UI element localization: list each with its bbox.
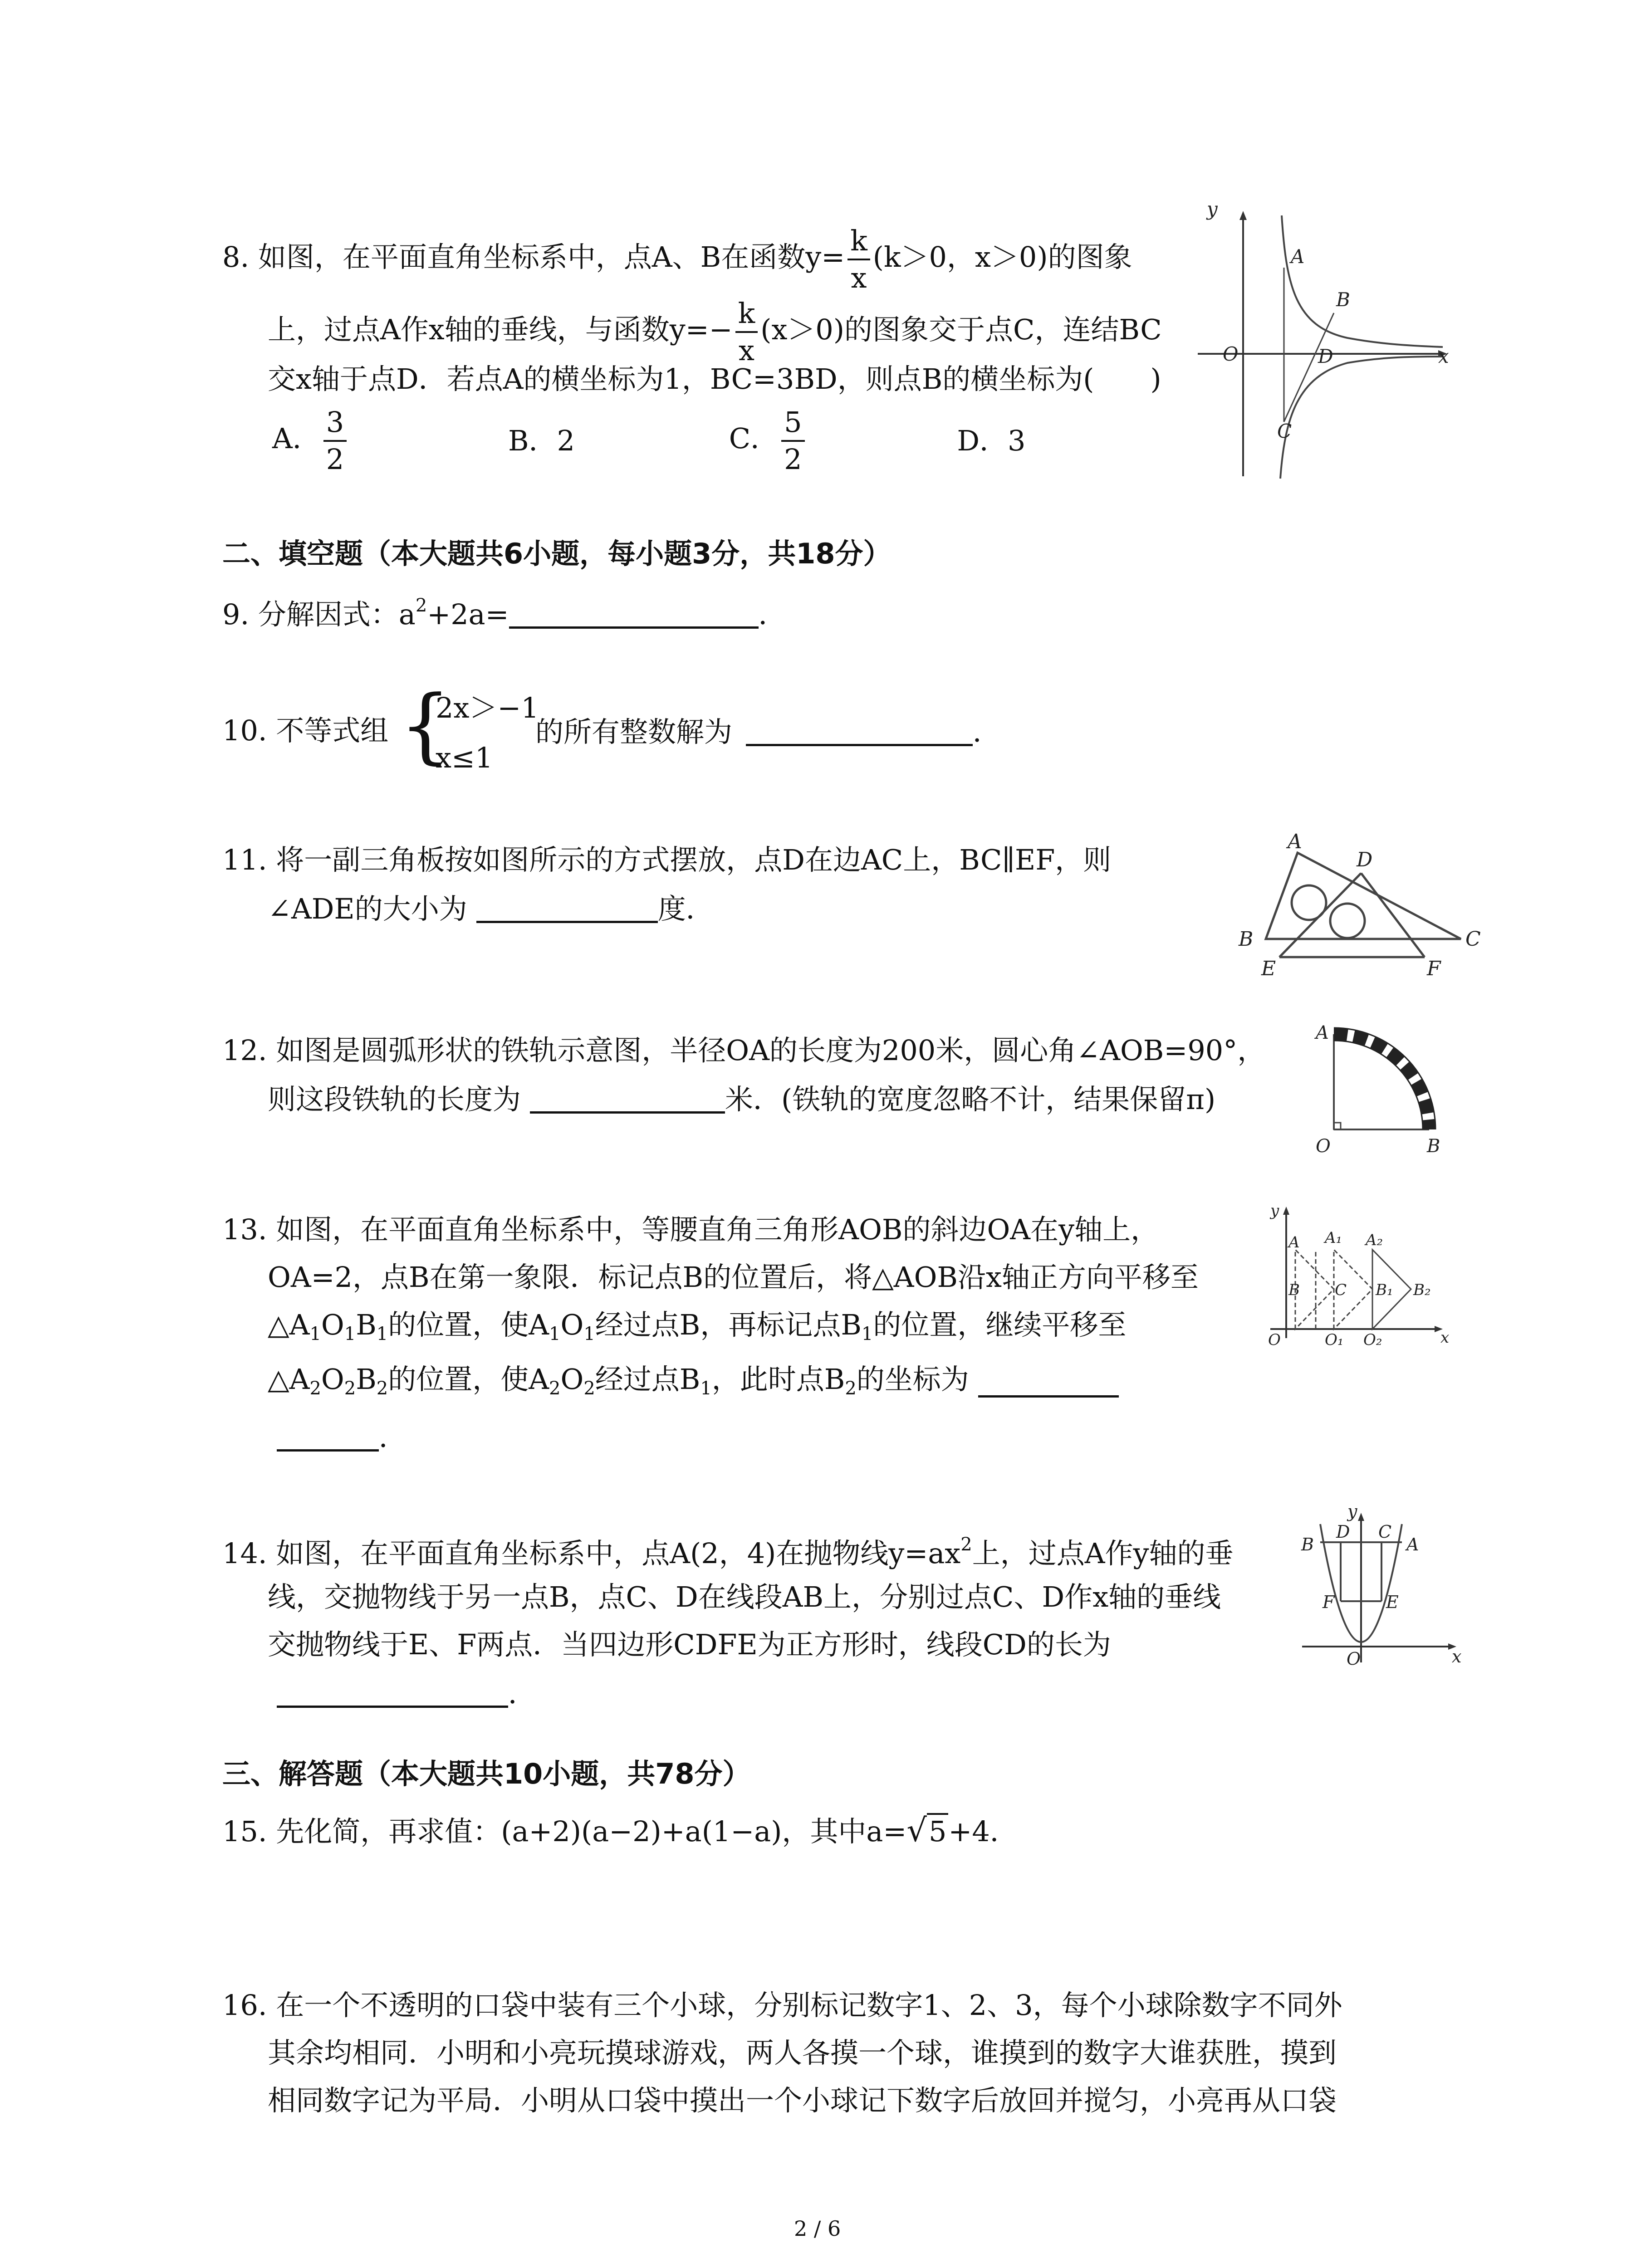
q14-line3: 交抛物线于E、F两点．当四边形CDFE为正方形时，线段CD的长为 <box>268 1628 1111 1661</box>
q11-figure <box>1225 830 1479 980</box>
q14-line2: 线，交抛物线于另一点B，点C、D在线段AB上，分别过点C、D作x轴的垂线 <box>268 1580 1221 1613</box>
q8-fig-label-c: C <box>1277 420 1292 442</box>
q13-fig-label-a: A <box>1288 1233 1300 1251</box>
q13-fig-label-c: C <box>1335 1281 1347 1299</box>
q12-fig-label-a: A <box>1316 1022 1329 1043</box>
q12-line1: 12. 如图是圆弧形状的铁轨示意图，半径OA的长度为200米，圆心角∠AOB=90°， <box>222 1034 1266 1067</box>
q14-line4: ． <box>277 1678 536 1708</box>
q12-figure <box>1316 1021 1470 1161</box>
q16-line3: 相同数字记为平局．小明从口袋中摸出一个小球记下数字后放回并搅匀，小亮再从口袋 <box>268 2084 1337 2117</box>
q10-top: 2x＞−1 <box>436 691 539 724</box>
q10-pre: 10. 不等式组 <box>222 714 389 747</box>
q16-line1: 16. 在一个不透明的口袋中装有三个小球，分别标记数字1、2、3，每个小球除数字不同外 <box>222 1989 1342 2022</box>
q11-fig-label-e: E <box>1261 957 1276 980</box>
q14-fig-label-x: x <box>1452 1647 1462 1667</box>
section3-heading: 三、解答题（本大题共10小题，共78分） <box>222 1757 751 1790</box>
q13-fig-label-b2: B₂ <box>1413 1281 1431 1299</box>
q13-fig-label-a1: A₁ <box>1325 1229 1342 1247</box>
q10-post: 的所有整数解为 ． <box>535 715 1001 748</box>
q14-fig-label-a: A <box>1406 1535 1419 1554</box>
q11-answer-blank[interactable] <box>476 894 658 923</box>
q12-fig-label-b: B <box>1427 1136 1440 1157</box>
q13-fig-label-o1: O₁ <box>1325 1331 1344 1349</box>
q13-answer-blank-1[interactable] <box>978 1368 1119 1398</box>
q13-answer-blank-2[interactable] <box>277 1422 379 1452</box>
q13-line2: OA=2，点B在第一象限．标记点B的位置后，将△AOB沿x轴正方向平移至 <box>268 1261 1199 1294</box>
q15: 15. 先化简，再求值：(a+2)(a−2)+a(1−a)，其中a=√5+4． <box>222 1812 1018 1849</box>
q8-option-a: A． $\frac{3}{2}$ <box>272 422 349 455</box>
q13-figure <box>1261 1202 1452 1347</box>
q8-frac2: $\frac{k}{x}$ <box>735 299 758 365</box>
q8-fig-label-d: D <box>1318 345 1333 367</box>
q12-fig-label-o: O <box>1316 1136 1331 1157</box>
q11-fig-label-c: C <box>1465 928 1481 951</box>
q14-fig-label-o: O <box>1347 1649 1361 1669</box>
q8-fig-label-y: y <box>1207 198 1218 220</box>
q8-fig-label-o: O <box>1223 343 1239 365</box>
q12-answer-blank[interactable] <box>530 1084 725 1114</box>
q14-fig-label-d: D <box>1336 1522 1350 1542</box>
q14-fig-label-e: E <box>1386 1592 1399 1612</box>
q10-brace: { <box>399 678 451 773</box>
q14-fig-label-c: C <box>1378 1522 1392 1542</box>
q8-option-d: D．3 <box>957 424 1026 457</box>
q13-fig-label-x: x <box>1440 1329 1450 1347</box>
q10-bottom: x≤1 <box>436 741 493 774</box>
q11-fig-label-f: F <box>1427 957 1441 980</box>
section2-heading: 二、填空题（本大题共6小题，每小题3分，共18分） <box>222 537 892 570</box>
q13-fig-label-a2: A₂ <box>1366 1231 1383 1249</box>
page-number: 2 / 6 <box>794 2216 841 2241</box>
q8-fig-label-a: A <box>1291 245 1305 268</box>
q11-fig-label-b: B <box>1239 928 1254 951</box>
q13-line5: ． <box>277 1422 407 1452</box>
q14-fig-label-b: B <box>1301 1535 1314 1554</box>
q8-line2: 上，过点A作x轴的垂线，与函数y=− $\frac{k}{x}$ (x＞0)的图象交于点C，连结BC <box>268 297 1162 367</box>
q8-option-c: C． $\frac{5}{2}$ <box>729 408 808 474</box>
q11-line2: ∠ADE的大小为 度． <box>268 892 714 925</box>
q15-sqrt-sign: √ <box>906 1812 927 1849</box>
q14-fig-label-y: y <box>1347 1501 1357 1521</box>
q8-figure <box>1198 198 1452 481</box>
q10-answer-blank[interactable] <box>746 717 973 746</box>
q14-figure <box>1293 1501 1465 1669</box>
q14-fig-label-f: F <box>1323 1592 1335 1612</box>
q13-fig-label-b1: B₁ <box>1376 1281 1393 1299</box>
q13-line4: $\triangle A_2O_2B_2$的位置，使$A_2O_2$经过点$B_1$，此时点$B_2$的坐标为 <box>268 1365 1119 1398</box>
q13-fig-label-o2: O₂ <box>1363 1331 1382 1349</box>
q8-options <box>272 408 1025 474</box>
q13-line3: $\triangle A_1O_1B_1$的位置，使$A_1O_1$经过点B，再标记点$B_1$的位置，继续平移至 <box>268 1308 1127 1344</box>
q8-frac1: $\frac{k}{x}$ <box>847 227 870 292</box>
q12-line2: 则这段铁轨的长度为 米．(铁轨的宽度忽略不计，结果保留π) <box>268 1083 1216 1116</box>
q8-fig-label-x: x <box>1438 345 1449 367</box>
q13-fig-label-y: y <box>1270 1202 1279 1220</box>
q8-option-c-frac: $\frac{5}{2}$ <box>781 408 804 474</box>
q9-answer-blank[interactable] <box>509 599 759 629</box>
q9: 9. 分解因式：$a^2+2a=$ ． <box>222 595 787 631</box>
q14-answer-blank[interactable] <box>277 1678 508 1708</box>
q8-option-b: B．2 <box>508 424 575 457</box>
q11-fig-label-d: D <box>1357 848 1373 871</box>
q11-fig-label-a: A <box>1288 830 1302 853</box>
q16-line2: 其余均相同．小明和小亮玩摸球游戏，两人各摸一个球，谁摸到的数字大谁获胜，摸到 <box>268 2036 1337 2069</box>
q8-option-a-frac: $\frac{3}{2}$ <box>323 408 347 474</box>
q13-line1: 13. 如图，在平面直角坐标系中，等腰直角三角形AOB的斜边OA在y轴上， <box>222 1213 1159 1246</box>
q14-line1: 14. 如图，在平面直角坐标系中，点A(2，4)在抛物线$y=ax^2$上，过点A作y轴的垂 <box>222 1534 1234 1570</box>
q8-line1: 8. 如图，在平面直角坐标系中，点A、B在函数y= $\frac{k}{x}$ (k＞0，x＞0)的图象 <box>222 224 1132 294</box>
q13-fig-label-b: B <box>1288 1281 1300 1299</box>
q11-line1: 11. 将一副三角板按如图所示的方式摆放，点D在边AC上，BC∥EF，则 <box>222 843 1112 876</box>
q8-line3: 交x轴于点D．若点A的横坐标为1，BC=3BD，则点B的横坐标为( ) <box>268 362 1161 396</box>
q13-fig-label-o: O <box>1268 1331 1281 1349</box>
q8-fig-label-b: B <box>1336 288 1350 311</box>
